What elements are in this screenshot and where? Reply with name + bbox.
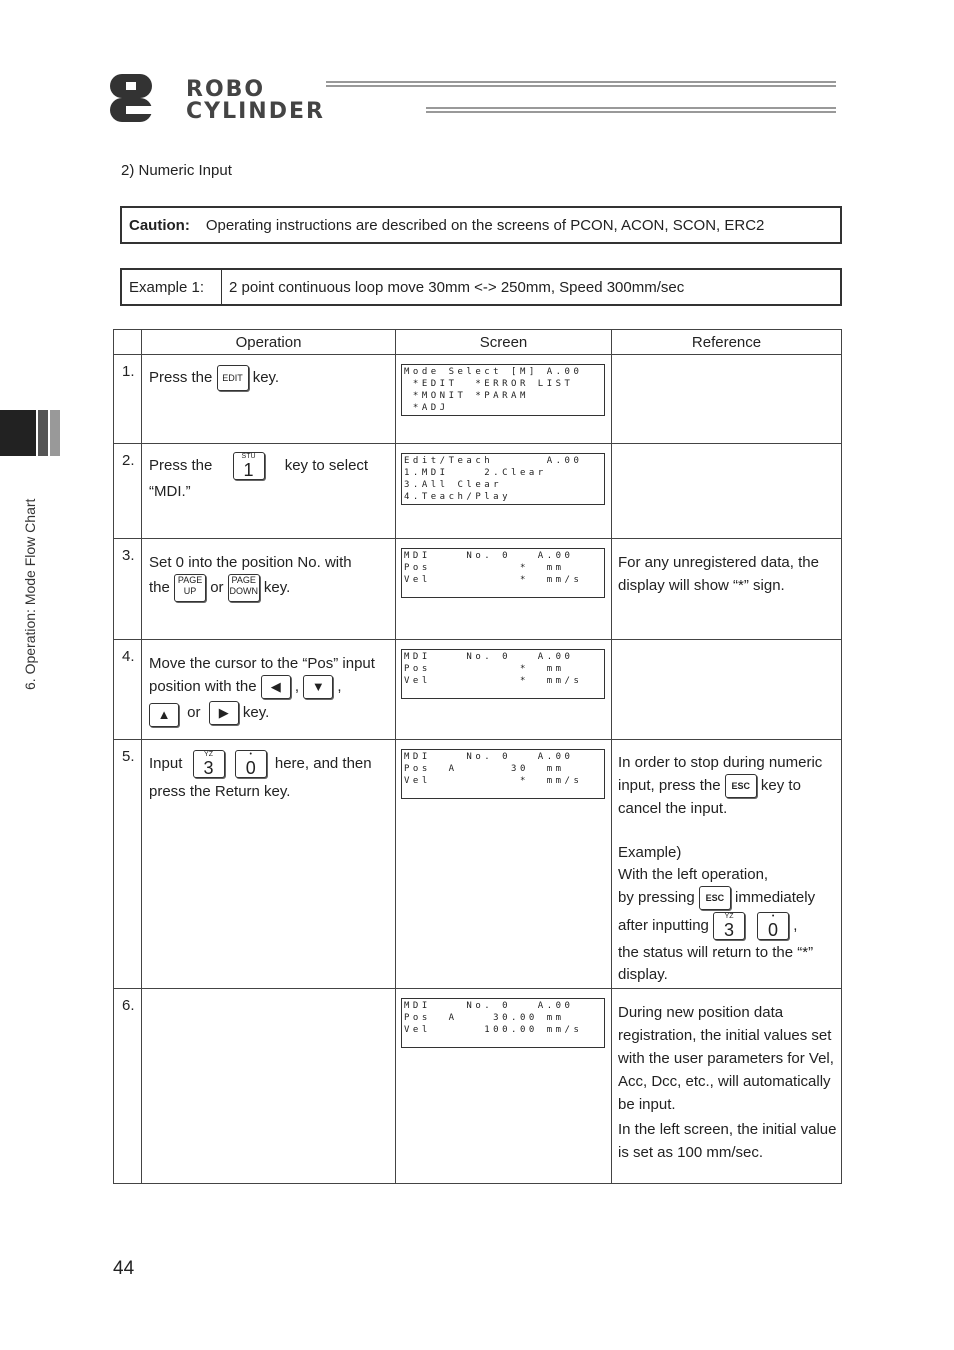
- page-number: 44: [113, 1258, 135, 1279]
- example-text: 2 point continuous loop move 30mm <-> 250mm, Speed 300mm/sec: [229, 278, 685, 296]
- lcd-screen: MDI No. 0 A.00 Pos A 30.00 mm Vel 100.00 mm/s: [401, 998, 605, 1048]
- step-number: 2.: [122, 452, 135, 469]
- table-row: 1. Press the EDIT key. Mode Select [M] A.00 *EDIT *ERROR LIST *MONIT *PARAM *ADJ: [114, 355, 842, 444]
- table-row: 3. Set 0 into the position No. with the PAGE UP or PAGE DOWN key. MDI No. 0 A.00 Pos * mm Vel * mm/s For any unregistered data, the display will show “*” sign.: [114, 539, 842, 640]
- stu-1-key: STU 1: [233, 452, 265, 480]
- table-row: 2. Press the STU 1 key to select “MDI.” Edit/Teach A.00 1.MDI 2.Clear 3.All Clear 4.Teach/Play: [114, 444, 842, 539]
- chapter-tab: [0, 410, 62, 456]
- left-arrow-key: ◀: [261, 675, 291, 699]
- esc-key: ESC: [725, 774, 757, 798]
- lcd-screen: Edit/Teach A.00 1.MDI 2.Clear 3.All Clear 4.Teach/Play: [401, 453, 605, 505]
- step-number: 4.: [122, 648, 135, 665]
- lcd-screen: MDI No. 0 A.00 Pos * mm Vel * mm/s: [401, 548, 605, 598]
- step-number: 6.: [122, 997, 135, 1014]
- reference-text: During new position data registration, the initial values set with the user parameters for Vel, Acc, Dcc, etc., will automatically be input. In the left screen, the initial value is set as 100 mm/sec.: [618, 1004, 837, 1161]
- robo-cylinder-logo: [108, 72, 840, 124]
- caution-box: [120, 206, 842, 244]
- up-arrow-key: ▲: [149, 703, 179, 727]
- side-label: 6. Operation: Mode Flow Chart: [22, 498, 38, 690]
- yz-3-key: YZ 3: [713, 912, 745, 940]
- edit-key: EDIT: [217, 365, 249, 391]
- example-box: [120, 268, 842, 306]
- example-label: Example 1:: [122, 270, 222, 304]
- table-row: 4. Move the cursor to the “Pos” input position with the ◀ , ▼ , ▲ or ▶ key. MDI No. 0 A.00 Pos * mm Vel * mm/s: [114, 640, 842, 740]
- svg-text:ROBO: ROBO: [186, 77, 266, 102]
- lcd-screen: MDI No. 0 A.00 Pos A 30 mm Vel * mm/s: [401, 749, 605, 799]
- lcd-screen: MDI No. 0 A.00 Pos * mm Vel * mm/s: [401, 649, 605, 699]
- operation-table: [113, 329, 842, 1184]
- step-number: 1.: [122, 363, 135, 380]
- step-number: 3.: [122, 547, 135, 564]
- caution-text: Operating instructions are described on the screens of PCON, ACON, SCON, ERC2: [205, 216, 765, 234]
- dot-0-key: • 0: [757, 912, 789, 940]
- lcd-screen: Mode Select [M] A.00 *EDIT *ERROR LIST *MONIT *PARAM *ADJ: [401, 364, 605, 416]
- dot-0-key: • 0: [235, 750, 267, 778]
- table-row: 5. Input YZ 3 • 0 here, and then press the Return key. MDI No. 0 A.00 Pos A 30 mm Vel * mm/s In order to stop during numeric input, press the ESC key to cancel the input. Example) With the left operation, by pressing ESC immediately after inputting YZ 3 • 0 , the status will return to the “*” display.: [114, 740, 842, 989]
- right-arrow-key: ▶: [209, 701, 239, 725]
- esc-key: ESC: [699, 886, 731, 910]
- header-screen: Screen: [396, 330, 612, 355]
- reference-text: In order to stop during numeric input, press the ESC key to cancel the input. Example) With the left operation, by pressing ESC immediately after inputting YZ 3 • 0 , the status will return to the “*” display.: [618, 754, 823, 983]
- table-row: [114, 989, 842, 1184]
- table-header-row: [114, 330, 842, 355]
- svg-text:CYLINDER: CYLINDER: [186, 99, 325, 124]
- step-number: 5.: [122, 748, 135, 765]
- caution-label: Caution:: [129, 216, 190, 234]
- page-down-key: PAGE DOWN: [228, 574, 260, 602]
- header-reference: Reference: [612, 330, 842, 355]
- section-title: 2) Numeric Input: [121, 162, 232, 179]
- yz-3-key: YZ 3: [193, 750, 225, 778]
- page-up-key: PAGE UP: [174, 574, 206, 602]
- down-arrow-key: ▼: [303, 675, 333, 699]
- header-operation: Operation: [142, 330, 396, 355]
- reference-text: For any unregistered data, the display will show “*” sign.: [618, 554, 819, 594]
